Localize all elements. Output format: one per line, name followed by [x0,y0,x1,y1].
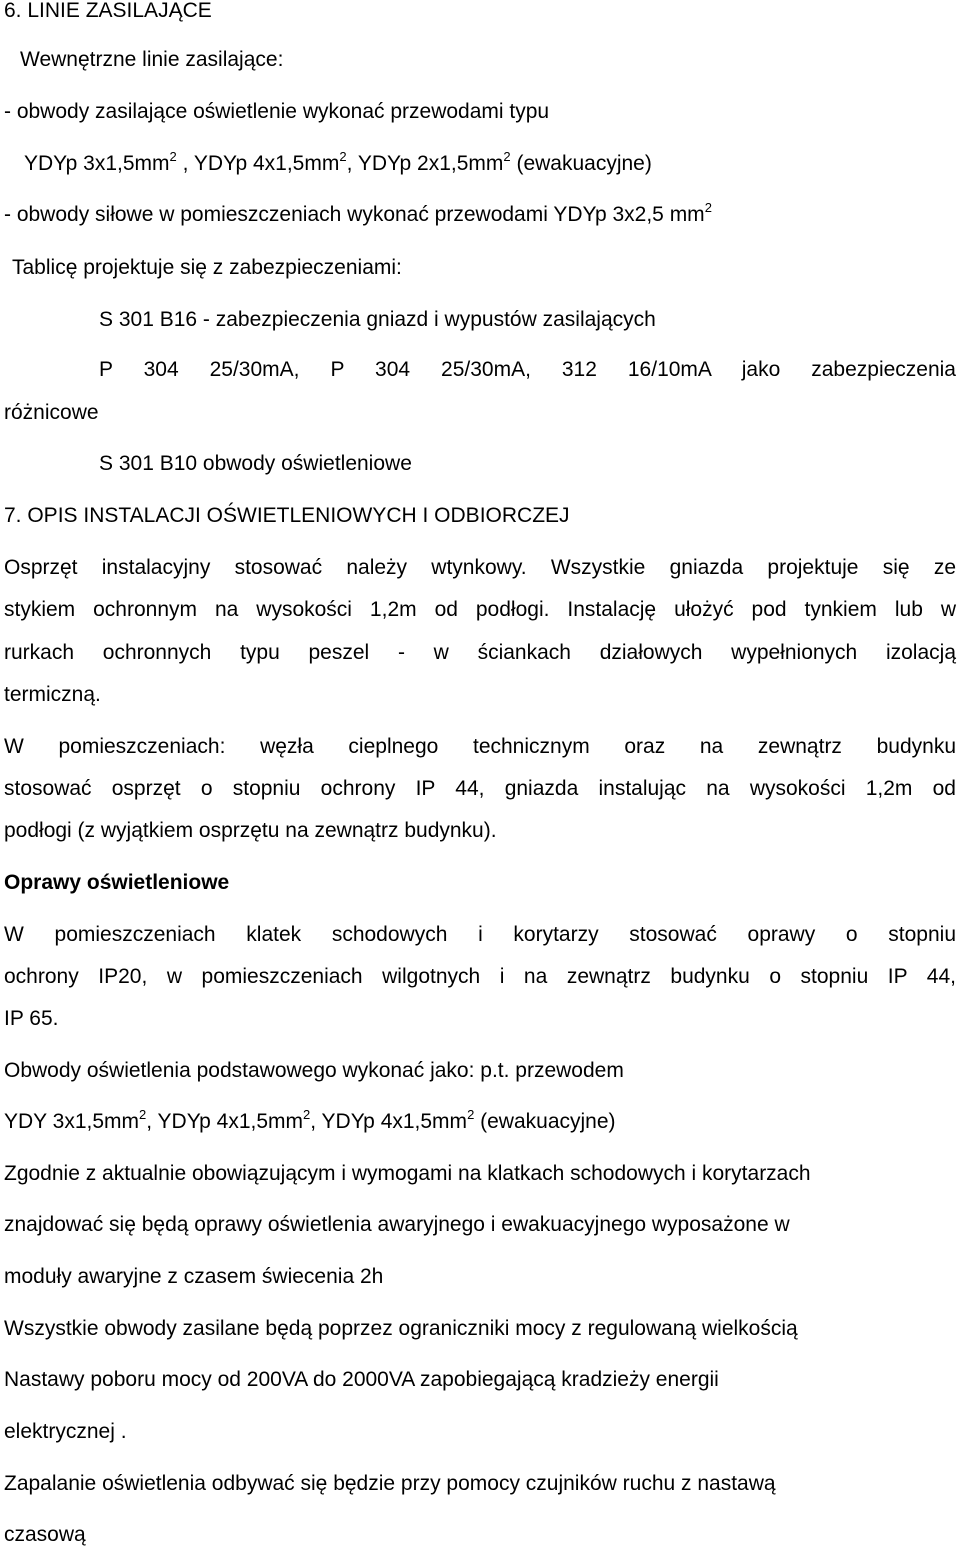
basic-cables-line [4,1109,616,1135]
superscript: 2 [169,149,177,164]
limiters-line: Wszystkie obwody zasilane będą poprzez ograniczniki mocy z regulowaną wielkością [4,1317,798,1340]
paragraph-line: ochrony IP20, w pomieszczeniach wilgotnych i na zewnątrz budynku o stopniu IP 44, [4,965,956,988]
superscript: 2 [139,1107,147,1122]
emergency-line: moduły awaryjne z czasem świecenia 2h [4,1265,384,1288]
paragraph-line: stykiem ochronnym na wysokości 1,2m od podłogi. Instalację ułożyć pod tynkiem lub w [4,598,956,621]
paragraph-line: W pomieszczeniach klatek schodowych i korytarzy stosować oprawy o stopniu [4,923,956,946]
paragraph-line: W pomieszczeniach: węzła cieplnego technicznym oraz na zewnątrz budynku [4,735,956,758]
superscript: 2 [704,200,712,215]
emergency-line: Zgodnie z aktualnie obowiązującym i wymogami na klatkach schodowych i korytarzach [4,1162,811,1185]
paragraph-line: IP 65. [4,1007,59,1030]
paragraph-line: rurkach ochronnych typu peszel - w ściankach działowych wypełnionych izolacją [4,641,956,664]
breaker-rcd: P 304 25/30mA, P 304 25/30mA, 312 16/10mA jako zabezpieczenia [99,358,956,381]
board-intro: Tablicę projektuje się z zabezpieczeniami: [12,256,402,279]
paragraph-line: stosować osprzęt o stopniu ochrony IP 44, gniazda instalując na wysokości 1,2m od [4,777,956,800]
breaker-rcd-cont: różnicowe [4,401,99,424]
basic-circuits-line: Obwody oświetlenia podstawowego wykonać jako: p.t. przewodem [4,1059,624,1082]
switching-line: czasową [4,1523,86,1546]
luminaires-heading: Oprawy oświetleniowe [4,871,230,894]
superscript: 2 [339,149,347,164]
power-circuits-text: - obwody siłowe w pomieszczeniach wykonać przewodami YDYp 3x2,5 mm [4,203,705,226]
paragraph-line: podłogi (z wyjątkiem osprzętu na zewnątrz budynku). [4,819,497,842]
breaker-b16: S 301 B16 - zabezpieczenia gniazd i wypustów zasilających [99,308,656,331]
limiters-line: elektrycznej . [4,1420,127,1443]
cable-spec: , YDYp 4x1,5mm [176,152,340,175]
cable-spec: , YDYp 4x1,5mm [146,1110,304,1133]
cable-spec: (ewakuacyjne) [510,152,652,175]
paragraph-line: termiczną. [4,683,101,706]
lighting-circuits-line: - obwody zasilające oświetlenie wykonać przewodami typu [4,100,550,123]
cable-spec: , YDYp 2x1,5mm [346,152,504,175]
section-6-intro: Wewnętrzne linie zasilające: [20,48,284,71]
cable-spec: YDYp 3x1,5mm [24,152,170,175]
lighting-cables-line [24,151,652,177]
section-7-heading: 7. OPIS INSTALACJI OŚWIETLENIOWYCH I ODBIORCZEJ [4,504,570,527]
cable-spec: , YDYp 4x1,5mm [310,1110,468,1133]
cable-spec: (ewakuacyjne) [474,1110,616,1133]
superscript: 2 [303,1107,311,1122]
cable-spec: YDY 3x1,5mm [4,1110,139,1133]
superscript: 2 [503,149,511,164]
power-circuits-line [4,202,712,228]
superscript: 2 [467,1107,475,1122]
emergency-line: znajdować się będą oprawy oświetlenia awaryjnego i ewakuacyjnego wyposażone w [4,1213,790,1236]
breaker-b10: S 301 B10 obwody oświetleniowe [99,452,412,475]
section-6-heading: 6. LINIE ZASILAJĄCE [4,0,212,22]
switching-line: Zapalanie oświetlenia odbywać się będzie przy pomocy czujników ruchu z nastawą [4,1472,776,1495]
limiters-line: Nastawy poboru mocy od 200VA do 2000VA zapobiegającą kradzieży energii [4,1368,719,1391]
paragraph-line: Osprzęt instalacyjny stosować należy wtynkowy. Wszystkie gniazda projektuje się ze [4,556,956,579]
